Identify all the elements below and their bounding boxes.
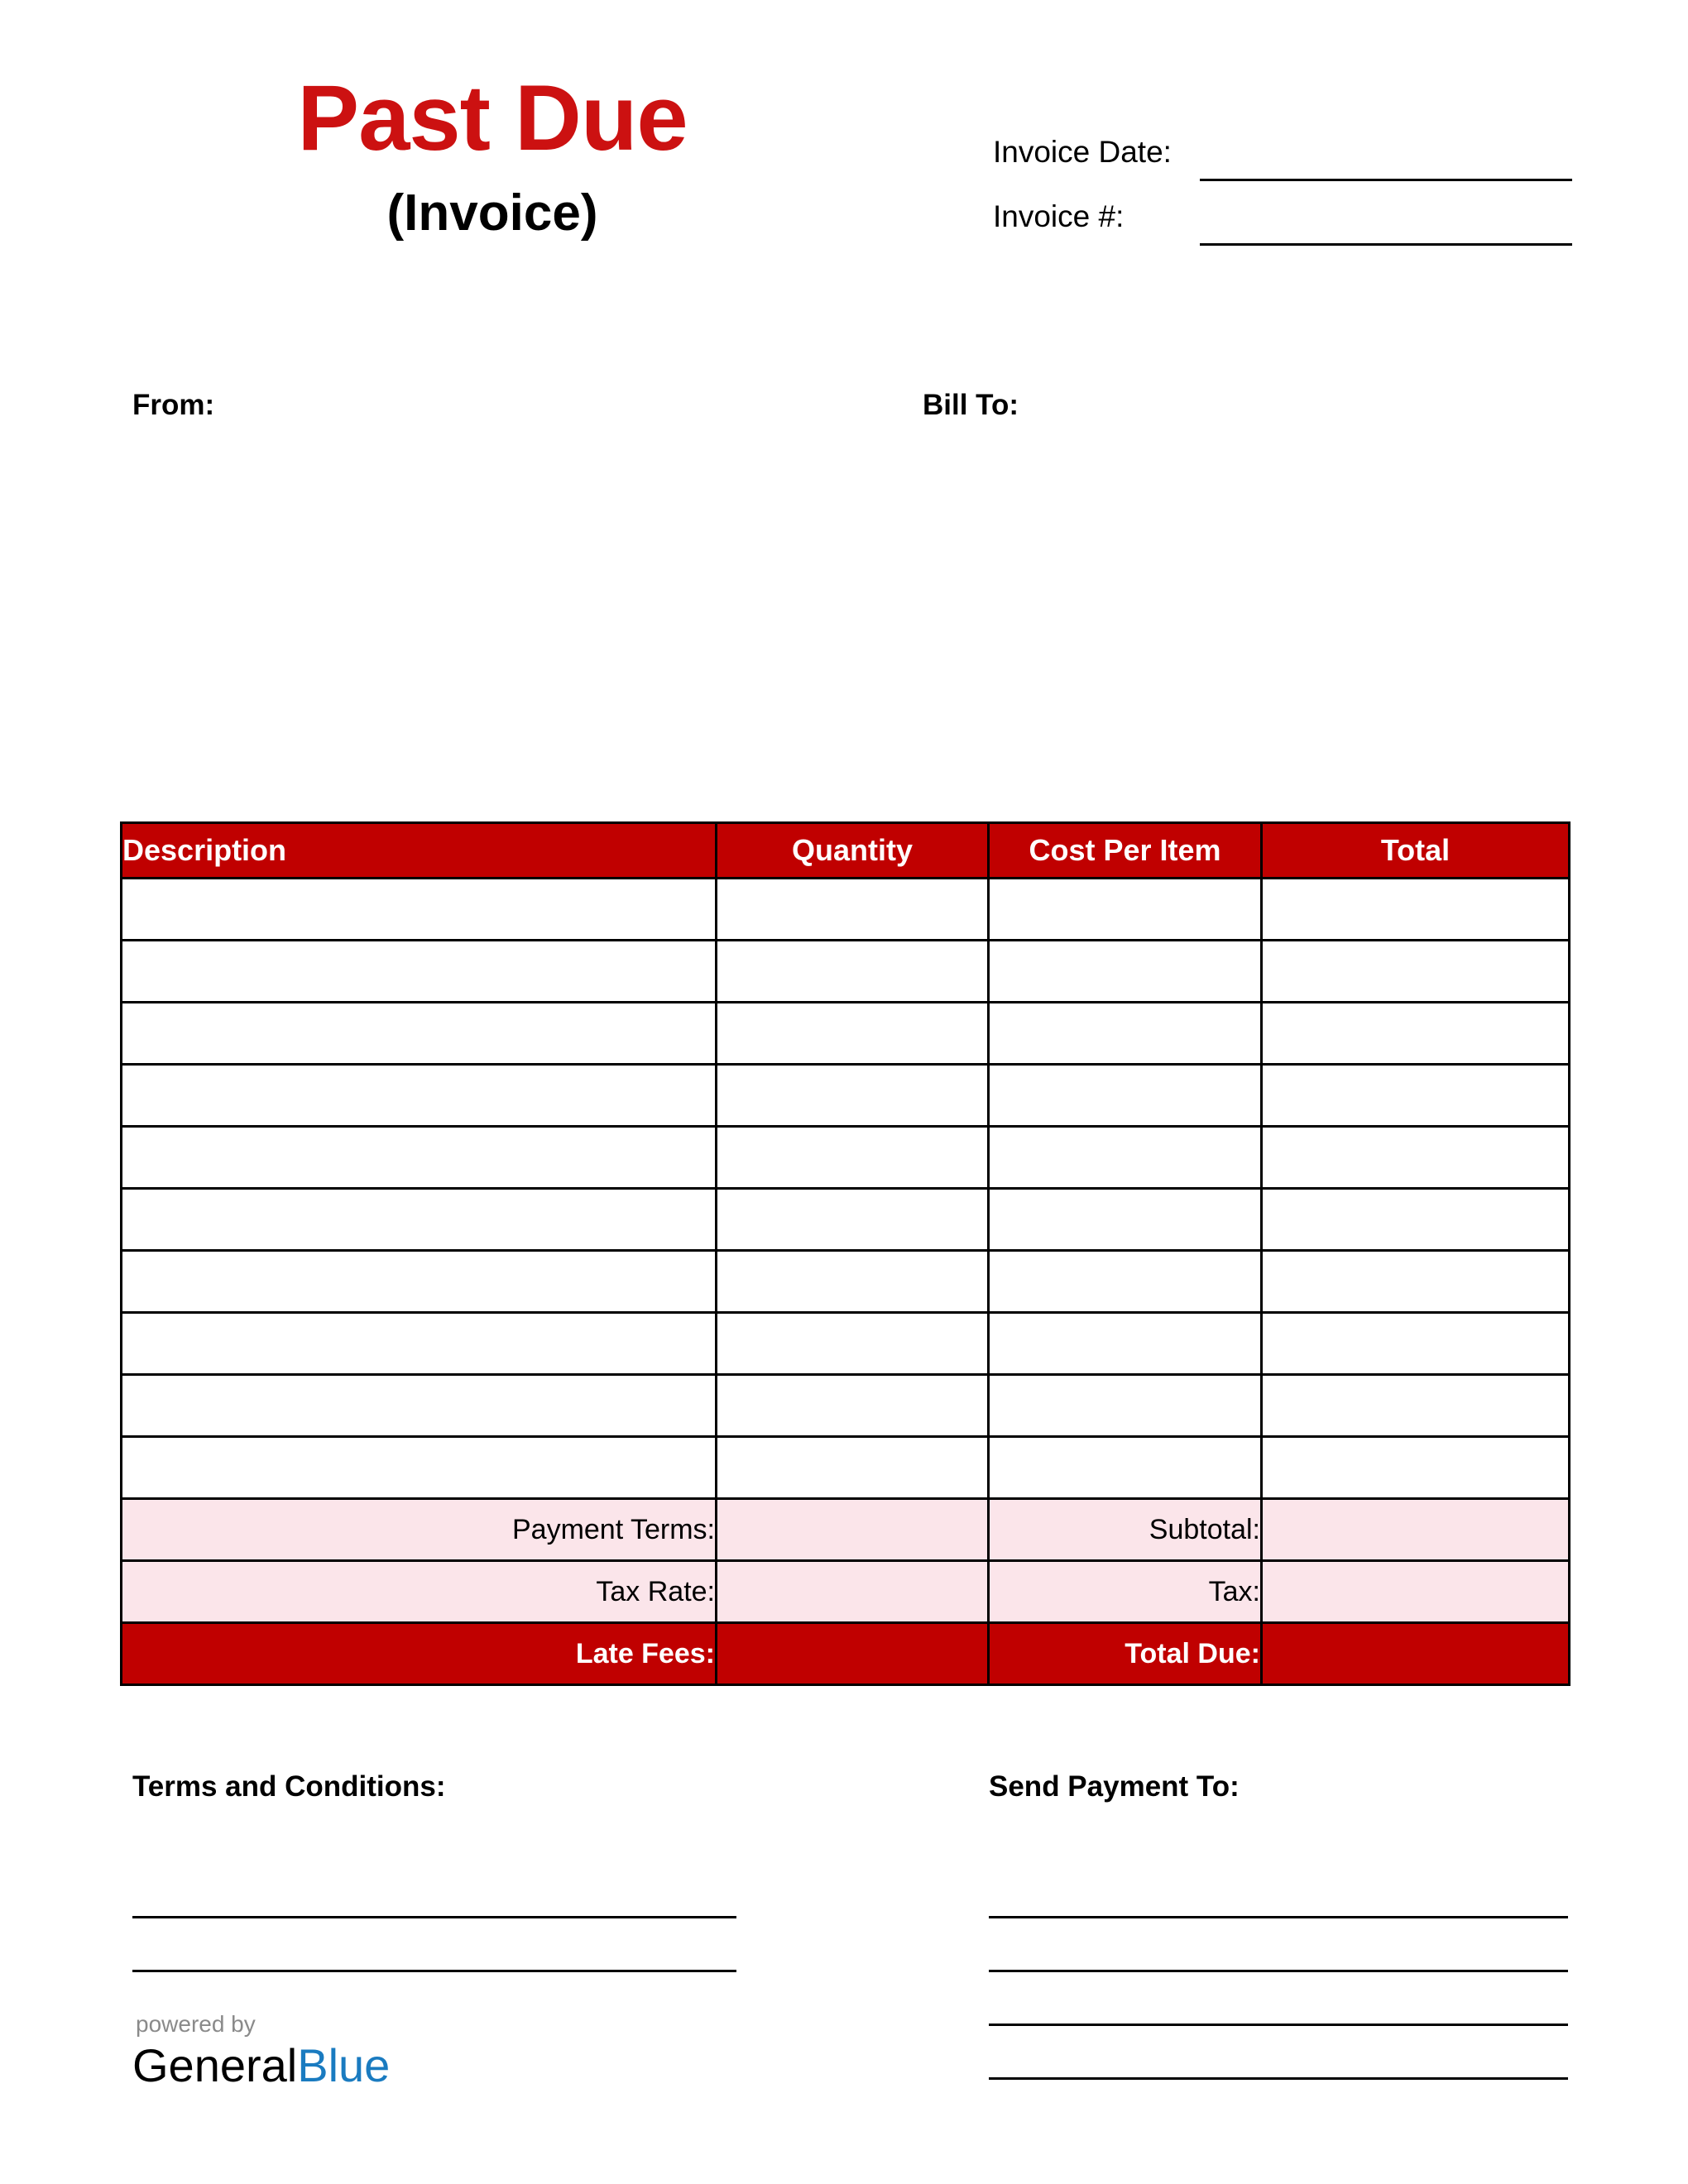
payment-line[interactable] bbox=[989, 1865, 1568, 1918]
invoice-header bbox=[0, 0, 1688, 331]
late-fees-label: Late Fees: bbox=[122, 1623, 717, 1685]
invoice-date-label: Invoice Date: bbox=[993, 135, 1172, 169]
cell-quantity[interactable] bbox=[717, 1003, 989, 1065]
terms-and-conditions-block bbox=[132, 1770, 736, 1972]
invoice-number-row bbox=[993, 197, 1572, 261]
footer-notes bbox=[0, 1770, 1688, 2184]
subtotal-value[interactable] bbox=[1262, 1499, 1570, 1561]
cell-total[interactable] bbox=[1262, 1189, 1570, 1251]
page-title: Past Due bbox=[297, 66, 688, 170]
from-address-field[interactable] bbox=[132, 438, 761, 753]
cell-description[interactable] bbox=[122, 941, 717, 1003]
cell-cost-per-item[interactable] bbox=[989, 1251, 1262, 1313]
terms-and-conditions-lines bbox=[132, 1865, 736, 1972]
send-payment-to-label: Send Payment To: bbox=[989, 1770, 1240, 1803]
total-due-value[interactable] bbox=[1262, 1623, 1570, 1685]
cell-quantity[interactable] bbox=[717, 1065, 989, 1127]
cell-total[interactable] bbox=[1262, 1437, 1570, 1499]
table-row bbox=[122, 1189, 1570, 1251]
cell-cost-per-item[interactable] bbox=[989, 941, 1262, 1003]
table-row bbox=[122, 1437, 1570, 1499]
tax-label: Tax: bbox=[989, 1561, 1262, 1623]
parties-section bbox=[0, 389, 1688, 786]
cell-cost-per-item[interactable] bbox=[989, 879, 1262, 941]
bill-to-address-field[interactable] bbox=[923, 438, 1551, 753]
cell-description[interactable] bbox=[122, 1189, 717, 1251]
terms-and-conditions-label: Terms and Conditions: bbox=[132, 1770, 446, 1803]
table-row bbox=[122, 879, 1570, 941]
cell-quantity[interactable] bbox=[717, 1251, 989, 1313]
subtotal-label: Subtotal: bbox=[989, 1499, 1262, 1561]
brand-name-blue: Blue bbox=[297, 2039, 391, 2091]
payment-terms-label: Payment Terms: bbox=[122, 1499, 717, 1561]
cell-total[interactable] bbox=[1262, 1375, 1570, 1437]
powered-by-label: powered by bbox=[136, 2011, 256, 2037]
cell-description[interactable] bbox=[122, 1437, 717, 1499]
brand-name bbox=[132, 2038, 513, 2093]
summary-body bbox=[122, 1499, 1570, 1685]
line-items-body bbox=[122, 879, 1570, 1499]
cell-description[interactable] bbox=[122, 1065, 717, 1127]
column-header-description: Description bbox=[122, 823, 717, 879]
cell-cost-per-item[interactable] bbox=[989, 1189, 1262, 1251]
cell-total[interactable] bbox=[1262, 1313, 1570, 1375]
cell-total[interactable] bbox=[1262, 879, 1570, 941]
table-row bbox=[122, 1127, 1570, 1189]
send-payment-to-block bbox=[989, 1770, 1568, 2080]
payment-terms-value[interactable] bbox=[717, 1499, 989, 1561]
bill-to-label: Bill To: bbox=[923, 389, 1019, 421]
invoice-date-row bbox=[993, 132, 1572, 197]
cell-cost-per-item[interactable] bbox=[989, 1375, 1262, 1437]
cell-total[interactable] bbox=[1262, 1003, 1570, 1065]
table-row bbox=[122, 1251, 1570, 1313]
title-block bbox=[132, 66, 852, 245]
terms-line[interactable] bbox=[132, 1865, 736, 1918]
table-header-row bbox=[122, 823, 1570, 879]
cell-quantity[interactable] bbox=[717, 941, 989, 1003]
total-due-label: Total Due: bbox=[989, 1623, 1262, 1685]
table-row bbox=[122, 1375, 1570, 1437]
invoice-date-input[interactable] bbox=[1200, 179, 1572, 181]
invoice-number-input[interactable] bbox=[1200, 243, 1572, 246]
table-row bbox=[122, 1003, 1570, 1065]
tax-rate-label: Tax Rate: bbox=[122, 1561, 717, 1623]
cell-total[interactable] bbox=[1262, 1127, 1570, 1189]
column-header-total: Total bbox=[1262, 823, 1570, 879]
payment-line[interactable] bbox=[989, 1972, 1568, 2026]
brand-name-general: General bbox=[132, 2039, 298, 2091]
invoice-meta-block bbox=[993, 132, 1572, 261]
terms-line[interactable] bbox=[132, 1918, 736, 1972]
cell-quantity[interactable] bbox=[717, 1375, 989, 1437]
cell-quantity[interactable] bbox=[717, 879, 989, 941]
cell-quantity[interactable] bbox=[717, 1189, 989, 1251]
cell-description[interactable] bbox=[122, 1127, 717, 1189]
invoice-number-label: Invoice #: bbox=[993, 199, 1125, 233]
line-items-table bbox=[120, 821, 1571, 1686]
cell-cost-per-item[interactable] bbox=[989, 1003, 1262, 1065]
tax-rate-value[interactable] bbox=[717, 1561, 989, 1623]
cell-description[interactable] bbox=[122, 1003, 717, 1065]
cell-quantity[interactable] bbox=[717, 1313, 989, 1375]
brand-logo bbox=[132, 2010, 513, 2093]
column-header-quantity: Quantity bbox=[717, 823, 989, 879]
payment-line[interactable] bbox=[989, 1918, 1568, 1972]
cell-quantity[interactable] bbox=[717, 1437, 989, 1499]
payment-line[interactable] bbox=[989, 2026, 1568, 2080]
table-row bbox=[122, 1065, 1570, 1127]
cell-total[interactable] bbox=[1262, 1251, 1570, 1313]
cell-cost-per-item[interactable] bbox=[989, 1065, 1262, 1127]
cell-description[interactable] bbox=[122, 1375, 717, 1437]
send-payment-to-lines bbox=[989, 1865, 1568, 2080]
from-label: From: bbox=[132, 389, 215, 421]
column-header-cost-per-item: Cost Per Item bbox=[989, 823, 1262, 879]
cell-total[interactable] bbox=[1262, 941, 1570, 1003]
tax-value[interactable] bbox=[1262, 1561, 1570, 1623]
cell-total[interactable] bbox=[1262, 1065, 1570, 1127]
tax-rate-tax-row bbox=[122, 1561, 1570, 1623]
table-row bbox=[122, 1313, 1570, 1375]
cell-cost-per-item[interactable] bbox=[989, 1437, 1262, 1499]
late-fees-value[interactable] bbox=[717, 1623, 989, 1685]
page-subtitle: (Invoice) bbox=[386, 184, 598, 242]
cell-cost-per-item[interactable] bbox=[989, 1127, 1262, 1189]
cell-cost-per-item[interactable] bbox=[989, 1313, 1262, 1375]
cell-description[interactable] bbox=[122, 879, 717, 941]
cell-description[interactable] bbox=[122, 1251, 717, 1313]
cell-description[interactable] bbox=[122, 1313, 717, 1375]
late-fees-total-due-row bbox=[122, 1623, 1570, 1685]
payment-terms-subtotal-row bbox=[122, 1499, 1570, 1561]
table-row bbox=[122, 941, 1570, 1003]
cell-quantity[interactable] bbox=[717, 1127, 989, 1189]
